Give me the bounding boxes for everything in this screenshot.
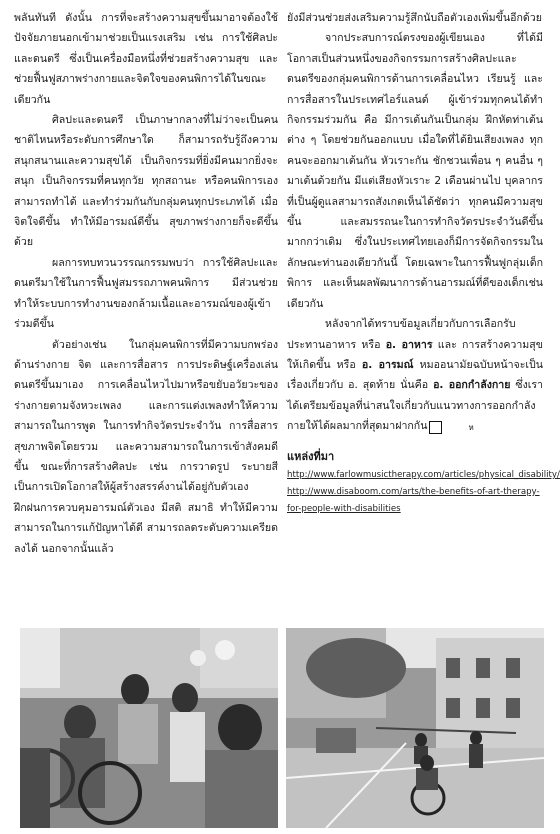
source-link-1[interactable]: http://www.farlowmusictherapy.com/articles/physical_disability/ [287,469,560,480]
photo-wheelchair-group-image [20,628,278,828]
right-paragraph-2: จากประสบการณ์ตรงของผู้เขียนเอง ที่ได้มีโอกาสเป็นส่วนหนึ่งของกิจกรรมการสร้างศิลปะและดนตรีของกลุ่มคนพิการด้านการเคลื่อนไหว เรียนรู้ และการสื่อสารในประเทศไอร์แลนด์ ผู้เข้าร่วมทุกคนได้ทำกิจกรรมร่วมกัน คือ มีการเต้นกันเป็นกลุ่ม ฝึกหัดท่าเต้นต่าง ๆ โดยช่วยกันออกแบบ เมื่อใดที่ได้ยินเสียงเพลง ทุกคนจะออกมาเต้นกัน หัวเราะกัน ชักชวนเพื่อน ๆ คนอื่น ๆ มาเต้นด้วยกัน มีแต่เสียงหัวเราะ 2 เดือนผ่านไป บุคลากรที่เป็นผู้ดูแลสามารถสังเกตเห็นได้ชัดว่า ทุกคนมีความสุขขึ้น และสมรรถนะในการทำกิจวัตรประจำวันดีขึ้นมากกว่าเดิม ซึ่งในประเทศไทยเองก็มีการจัดกิจกรรมในลักษณะท่านองเดียวกันนี้ โดยเฉพาะในการฟื้นฟูกลุ่มเด็กพิการ และเห็นผลพัฒนาการด้านอารมณ์ที่ดีของเด็กเช่นเดียวกัน [287,32,543,310]
left-paragraph-4: ตัวอย่างเช่น ในกลุ่มคนพิการที่มีความบกพร่องด้านร่างกาย จิต และการสื่อสาร การประดิษฐ์เครื่องเล่นดนตรีขึ้นมาเอง การเคลื่อนไหวไปมาหรือขยับอวัยวะของร่างกายตามจังหวะเพลง และการแต่งเพลงทำให้ความสามารถในการพูด ในการทำกิจวัตรประจำวัน การสื่อสาร สุขภาพจิตโดยรวม และความสามารถในการเข้าสังคมดีขึ้น ขณะที่การสร้างศิลปะ เช่น การวาดรูป ระบายสี เป็นการเปิดโอกาสให้ผู้สร้างสรรค์งานได้อยู่กับตัวเอง ฝึกฝนการควบคุมอารมณ์ตัวเอง มีสติ สมาธิ ทำให้มีความสามารถในการแก้ปัญหาได้ดี สามารถลดระดับความเครียดลงได้ นอกจากนั้นแล้ว [14,338,278,555]
left-column [14,8,278,559]
p3-bold-emotion: อ. อารมณ์ [361,358,414,371]
sources-heading: แหล่งที่มา [287,449,335,463]
photo-wheelchair-badminton-image [286,628,544,828]
p3-text-c: และ การสร้างความสุขให้เกิดขึ้น หรือ [287,338,543,371]
left-paragraph-1: พลันทันที ดังนั้น การที่จะสร้างความสุขขึ้นมาอาจต้องใช้ปัจจัยภายนอกเข้ามาช่วยเป็นแรงเสริม เช่น การใช้ศิลปะและดนตรี ซึ่งเป็นเครื่องมือหนึ่งที่ช่วยสร้างความสุข และช่วยฟื้นฟูสภาพร่างกายและจิตใจของคนพิการได้ในขณะเดียวกัน [14,12,278,106]
right-column [287,8,560,518]
p3-bold-exercise: อ. ออกกำลังกาย [433,379,511,392]
p3-text-a: หลังจากได้ทราบข้อมูลเกี่ยวกับการเลือกรับประทานอาหาร หรือ [287,318,516,351]
p3-bold-food: อ. อาหาร [385,338,433,351]
photo-wheelchair-group [20,628,278,828]
p3-text-e: หมออนามัยฉบับหน้าจะเป็นเรื่องเกี่ยวกับ อ. สุดท้าย นั่นคือ [287,358,544,392]
end-mark-icon: ห [429,421,442,434]
source-link-2[interactable]: http://www.disaboom.com/arts/the-benefits-of-art-therapy-for-people-with-disabilities [287,486,540,514]
left-paragraph-3: ผลการทบทวนวรรณกรรมพบว่า การใช้ศิลปะและดนตรีมาใช้ในการฟื้นฟูสมรรถภาพคนพิการ มีส่วนช่วยทำให้ระบบการทำงานของกล้ามเนื้อและอารมณ์ของผู้เข้าร่วมดีขึ้น [14,256,278,331]
photo-wheelchair-badminton [286,628,544,828]
right-paragraph-3 [287,314,543,436]
left-paragraph-2: ศิลปะและดนตรี เป็นภาษากลางที่ไม่ว่าจะเป็นคนชาติไหนหรือระดับการศึกษาใด ก็สามารถรับรู้ถึงความสนุกสนานและความสุขได้ เป็นกิจกรรมที่ยิ่งมีคนมากยิ่งจะสนุก เป็นกิจกรรมที่คนทุกวัย ทุกสถานะ หรือคนพิการเอง สามารถทำได้ และทำร่วมกันกับกลุ่มคนทุกประเภทได้ เมื่อจิตใจดีขึ้น ทำให้มีอารมณ์ดีขึ้น สุขภาพร่างกายก็จะดีขึ้นด้วย [14,114,278,249]
p3-text-g: ซึ่งเราได้เตรียมข้อมูลที่น่าสนใจเกี่ยวกับแนวทางการออกกำลังกายให้ได้ผลมากที่สุดมาฝากกัน [287,379,544,433]
right-paragraph-1: ยังมีส่วนช่วยส่งเสริมความรู้สึกนับถือตัวเองเพิ่มขึ้นอีกด้วย [287,12,542,24]
